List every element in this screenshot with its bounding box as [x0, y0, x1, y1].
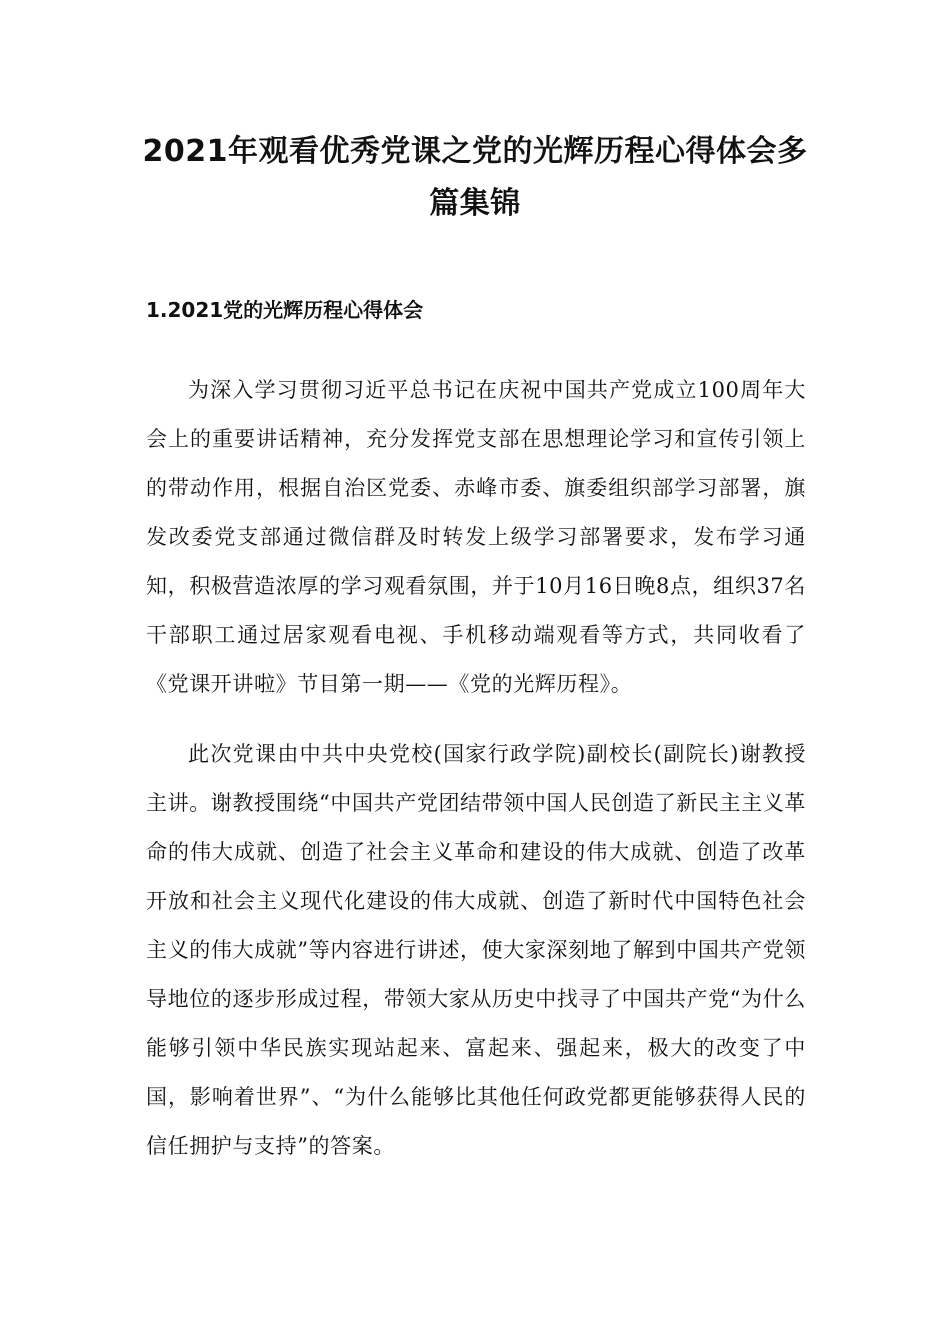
- section-heading: 1.2021党的光辉历程心得体会: [146, 298, 424, 322]
- document-title: 2021年观看优秀党课之党的光辉历程心得体会多篇集锦: [142, 134, 808, 221]
- body-paragraph-2: 此次党课由中共中央党校(国家行政学院)副校长(副院长)谢教授主讲。谢教授围绕“中国共产党团结带领中国人民创造了新民主主义革命的伟大成就、创造了社会主义革命和建设的伟大成就、创造了改革开放和社会主义现代化建设的伟大成就、创造了新时代中国特色社会主义的伟大成就”等内容进行讲述，使大家深刻地了解到中国共产党领导地位的逐步形成过程，带领大家从历史中找寻了中国共产党“为什么能够引领中华民族实现站起来、富起来、强起来，极大的改变了中国，影响着世界”、“为什么能够比其他任何政党都更能够获得人民的信任拥护与支持”的答案。: [146, 742, 806, 1158]
- body-paragraph-1: 为深入学习贯彻习近平总书记在庆祝中国共产党成立100周年大会上的重要讲话精神，充分发挥党支部在思想理论学习和宣传引领上的带动作用，根据自治区党委、赤峰市委、旗委组织部学习部署，旗发改委党支部通过微信群及时转发上级学习部署要求，发布学习通知，积极营造浓厚的学习观看氛围，并于10月16日晚8点，组织37名干部职工通过居家观看电视、手机移动端观看等方式，共同收看了《党课开讲啦》节目第一期——《党的光辉历程》。: [146, 378, 806, 696]
